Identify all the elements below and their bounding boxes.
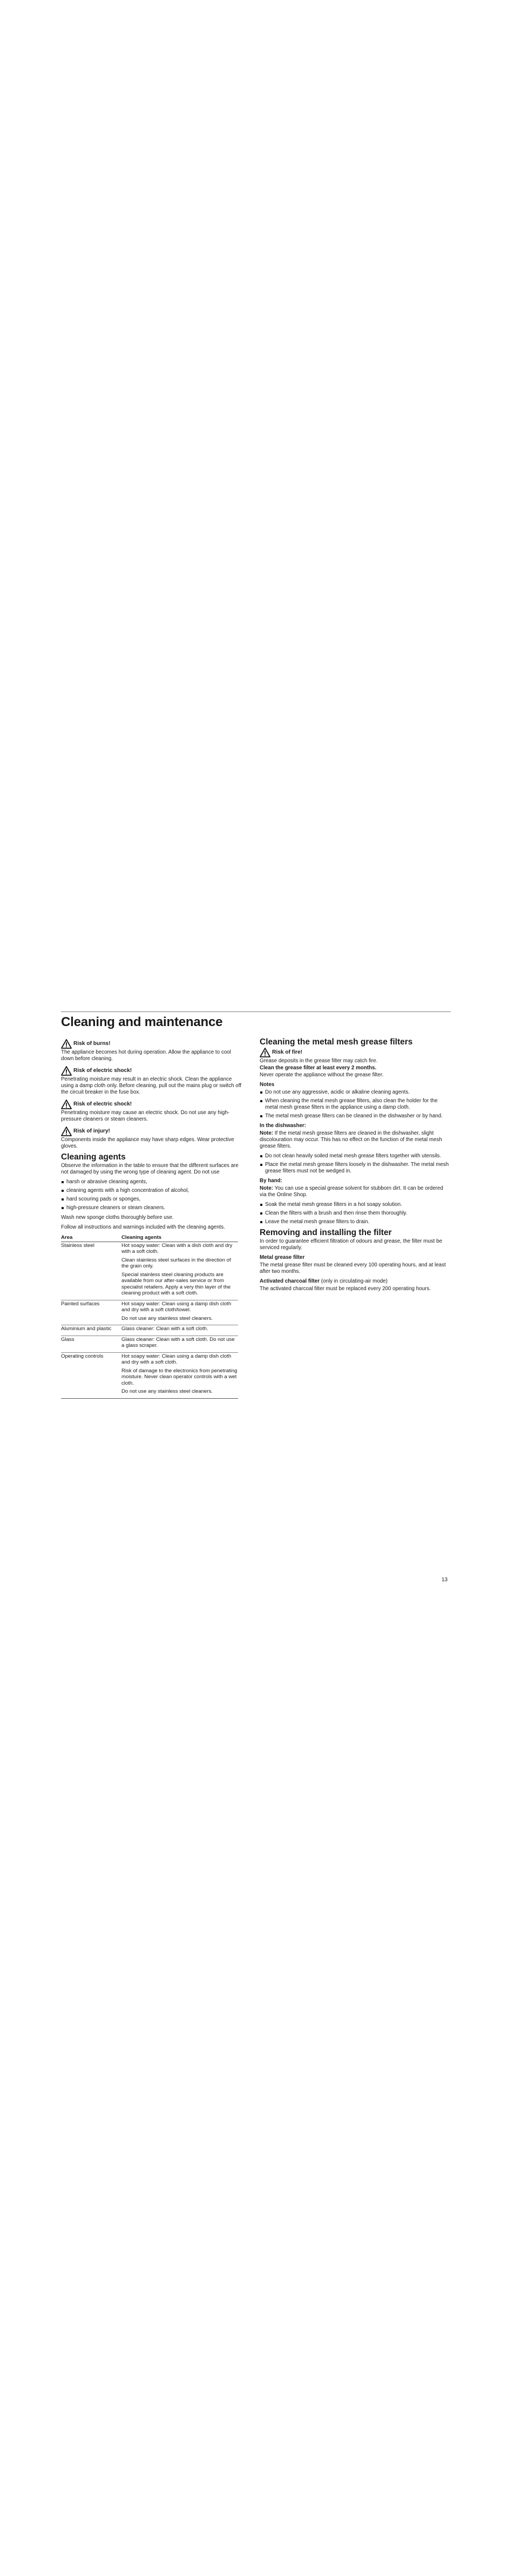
cell-paragraph: Glass cleaner: Clean with a soft cloth. Do not use a glass scraper. xyxy=(121,1336,235,1348)
cell-paragraph: Glass cleaner: Clean with a soft cloth. xyxy=(121,1326,208,1332)
warning-injury xyxy=(61,1127,243,1150)
list-item: cleaning agents with a high concentration of alcohol, xyxy=(61,1188,243,1194)
hand-list xyxy=(260,1202,450,1225)
fire-bold-text: Clean the grease filter at least every 2 months. xyxy=(260,1065,377,1071)
header-rule xyxy=(61,1011,451,1012)
agents-follow-note: Follow all instructions and warnings included with the cleaning agents. xyxy=(61,1224,225,1230)
warning-triangle-icon xyxy=(61,1100,72,1109)
charcoal-filter-mode: (only in circulating-air mode) xyxy=(320,1278,388,1284)
metal-filter-heading: Metal grease filter xyxy=(260,1255,305,1260)
hand-note xyxy=(260,1185,450,1198)
warning-title: Risk of electric shock! xyxy=(73,1101,132,1107)
page-title: Cleaning and maintenance xyxy=(61,1015,223,1029)
cell-paragraph: Hot soapy water: Clean with a dish cloth and dry with a soft cloth. xyxy=(121,1242,233,1255)
warning-title: Risk of injury! xyxy=(73,1128,110,1134)
warning-text: Penetrating moisture may cause an electric shock. Do not use any high-pressure cleaners or steam cleaners. xyxy=(61,1110,230,1122)
table-row xyxy=(61,1352,238,1398)
note-text: If the metal mesh grease filters are cleaned in the dishwasher, slight discolouration may occur. This has no effect on the function of the metal mesh grease filters. xyxy=(260,1130,442,1149)
warning-electric-2 xyxy=(61,1100,243,1123)
area-cell: Operating controls xyxy=(61,1352,121,1398)
list-item: The metal mesh grease filters can be cleaned in the dishwasher or by hand. xyxy=(260,1113,450,1120)
charcoal-filter-heading-line xyxy=(260,1278,450,1285)
removing-heading: Removing and installing the filter xyxy=(260,1228,392,1237)
cell-paragraph: Hot soapy water: Clean using a damp dish cloth and dry with a soft cloth/towel. xyxy=(121,1300,232,1313)
agents-cell xyxy=(121,1300,238,1325)
list-item: harsh or abrasive cleaning agents, xyxy=(61,1179,243,1185)
charcoal-filter-heading: Activated charcoal filter xyxy=(260,1278,320,1284)
list-item: Place the metal mesh grease filters loosely in the dishwasher. The metal mesh grease filters must not be wedged in. xyxy=(260,1162,450,1175)
column-header: Area xyxy=(61,1234,121,1242)
fire-text-2: Never operate the appliance without the grease filter. xyxy=(260,1072,384,1078)
cell-paragraph: Do not use any stainless steel cleaners. xyxy=(121,1388,213,1394)
agents-cell xyxy=(121,1336,238,1352)
cell-paragraph: Special stainless steel cleaning products are available from our after-sales service or from specialist retailers. Apply a very thin layer of the cleaning product with a soft cloth. xyxy=(121,1271,231,1296)
table-row xyxy=(61,1336,238,1352)
list-item: Clean the filters with a brush and then rinse them thoroughly. xyxy=(260,1210,450,1217)
warning-triangle-icon xyxy=(61,1127,72,1136)
cleaning-agents-heading: Cleaning agents xyxy=(61,1152,126,1162)
list-item: Do not use any aggressive, acidic or alkaline cleaning agents. xyxy=(260,1089,450,1096)
warning-text: The appliance becomes hot during operation. Allow the appliance to cool down before cleaning. xyxy=(61,1049,231,1062)
list-item: Leave the metal mesh grease filters to drain. xyxy=(260,1219,450,1225)
cell-paragraph: Do not use any stainless steel cleaners. xyxy=(121,1315,213,1321)
dishwasher-note xyxy=(260,1130,450,1150)
warning-electric-1 xyxy=(61,1066,243,1096)
notes-heading: Notes xyxy=(260,1082,275,1088)
agents-intro: Observe the information in the table to ensure that the different surfaces are not damaged by using the wrong type of cleaning agent. Do not use xyxy=(61,1163,239,1175)
list-item: Do not clean heavily soiled metal mesh grease filters together with utensils. xyxy=(260,1153,450,1159)
table-row xyxy=(61,1300,238,1325)
list-item: high-pressure cleaners or steam cleaners. xyxy=(61,1205,243,1211)
table-row xyxy=(61,1325,238,1336)
warning-fire xyxy=(260,1048,450,1057)
agents-cell xyxy=(121,1242,238,1300)
page-number: 13 xyxy=(442,1577,448,1583)
cell-paragraph: Clean stainless steel surfaces in the direction of the grain only. xyxy=(121,1257,231,1269)
warning-triangle-icon xyxy=(61,1066,72,1076)
right-column xyxy=(260,1039,450,1296)
agents-cell xyxy=(121,1325,238,1336)
removing-text: In order to guarantee efficient filtration of odours and grease, the filter must be serviced regularly. xyxy=(260,1238,443,1251)
warning-burns xyxy=(61,1039,243,1062)
filters-heading: Cleaning the metal mesh grease filters xyxy=(260,1037,413,1047)
table-header-row xyxy=(61,1234,238,1242)
metal-filter-text: The metal grease filter must be cleaned every 100 operating hours, and at least after two months. xyxy=(260,1262,446,1274)
charcoal-filter-text: The activated charcoal filter must be replaced every 200 operating hours. xyxy=(260,1286,431,1292)
dishwasher-heading: In the dishwasher: xyxy=(260,1123,307,1129)
list-item: When cleaning the metal mesh grease filters, also clean the holder for the metal mesh grease filters in the appliance using a damp cloth. xyxy=(260,1098,450,1111)
note-label: Note: xyxy=(260,1130,274,1136)
warning-triangle-icon xyxy=(61,1039,72,1049)
fire-text: Grease deposits in the grease filter may catch fire. xyxy=(260,1058,378,1064)
area-cell: Painted surfaces xyxy=(61,1300,121,1325)
left-column xyxy=(61,1039,243,1399)
warning-title: Risk of electric shock! xyxy=(73,1068,132,1074)
warning-title: Risk of fire! xyxy=(272,1049,303,1055)
dishwasher-list xyxy=(260,1153,450,1175)
warning-text: Components inside the appliance may have sharp edges. Wear protective gloves. xyxy=(61,1137,234,1149)
note-text: You can use a special grease solvent for stubborn dirt. It can be ordered via the Online Shop. xyxy=(260,1185,443,1198)
agents-list xyxy=(61,1179,243,1211)
by-hand-heading: By hand: xyxy=(260,1178,282,1184)
cell-paragraph: Risk of damage to the electronics from penetrating moisture. Never clean operator controls with a wet cloth. xyxy=(121,1367,238,1386)
agents-cell xyxy=(121,1352,238,1398)
agents-wash-note: Wash new sponge cloths thoroughly before use. xyxy=(61,1215,174,1220)
list-item: hard scouring pads or sponges, xyxy=(61,1196,243,1203)
area-cell: Aluminium and plastic xyxy=(61,1325,121,1336)
warning-text: Penetrating moisture may result in an electric shock. Clean the appliance using a damp cloth only. Before cleaning, pull out the mains plug or switch off the circuit breaker in the fuse box. xyxy=(61,1076,242,1095)
notes-list xyxy=(260,1089,450,1120)
area-cell: Stainless steel xyxy=(61,1242,121,1300)
area-cell: Glass xyxy=(61,1336,121,1352)
cleaning-agents-table xyxy=(61,1234,238,1399)
column-header: Cleaning agents xyxy=(121,1234,238,1242)
warning-triangle-icon xyxy=(260,1048,270,1057)
warning-title: Risk of burns! xyxy=(73,1041,111,1047)
note-label: Note: xyxy=(260,1185,274,1191)
list-item: Soak the metal mesh grease filters in a hot soapy solution. xyxy=(260,1202,450,1208)
table-row xyxy=(61,1242,238,1300)
cell-paragraph: Hot soapy water: Clean using a damp dish cloth and dry with a soft cloth. xyxy=(121,1353,232,1365)
